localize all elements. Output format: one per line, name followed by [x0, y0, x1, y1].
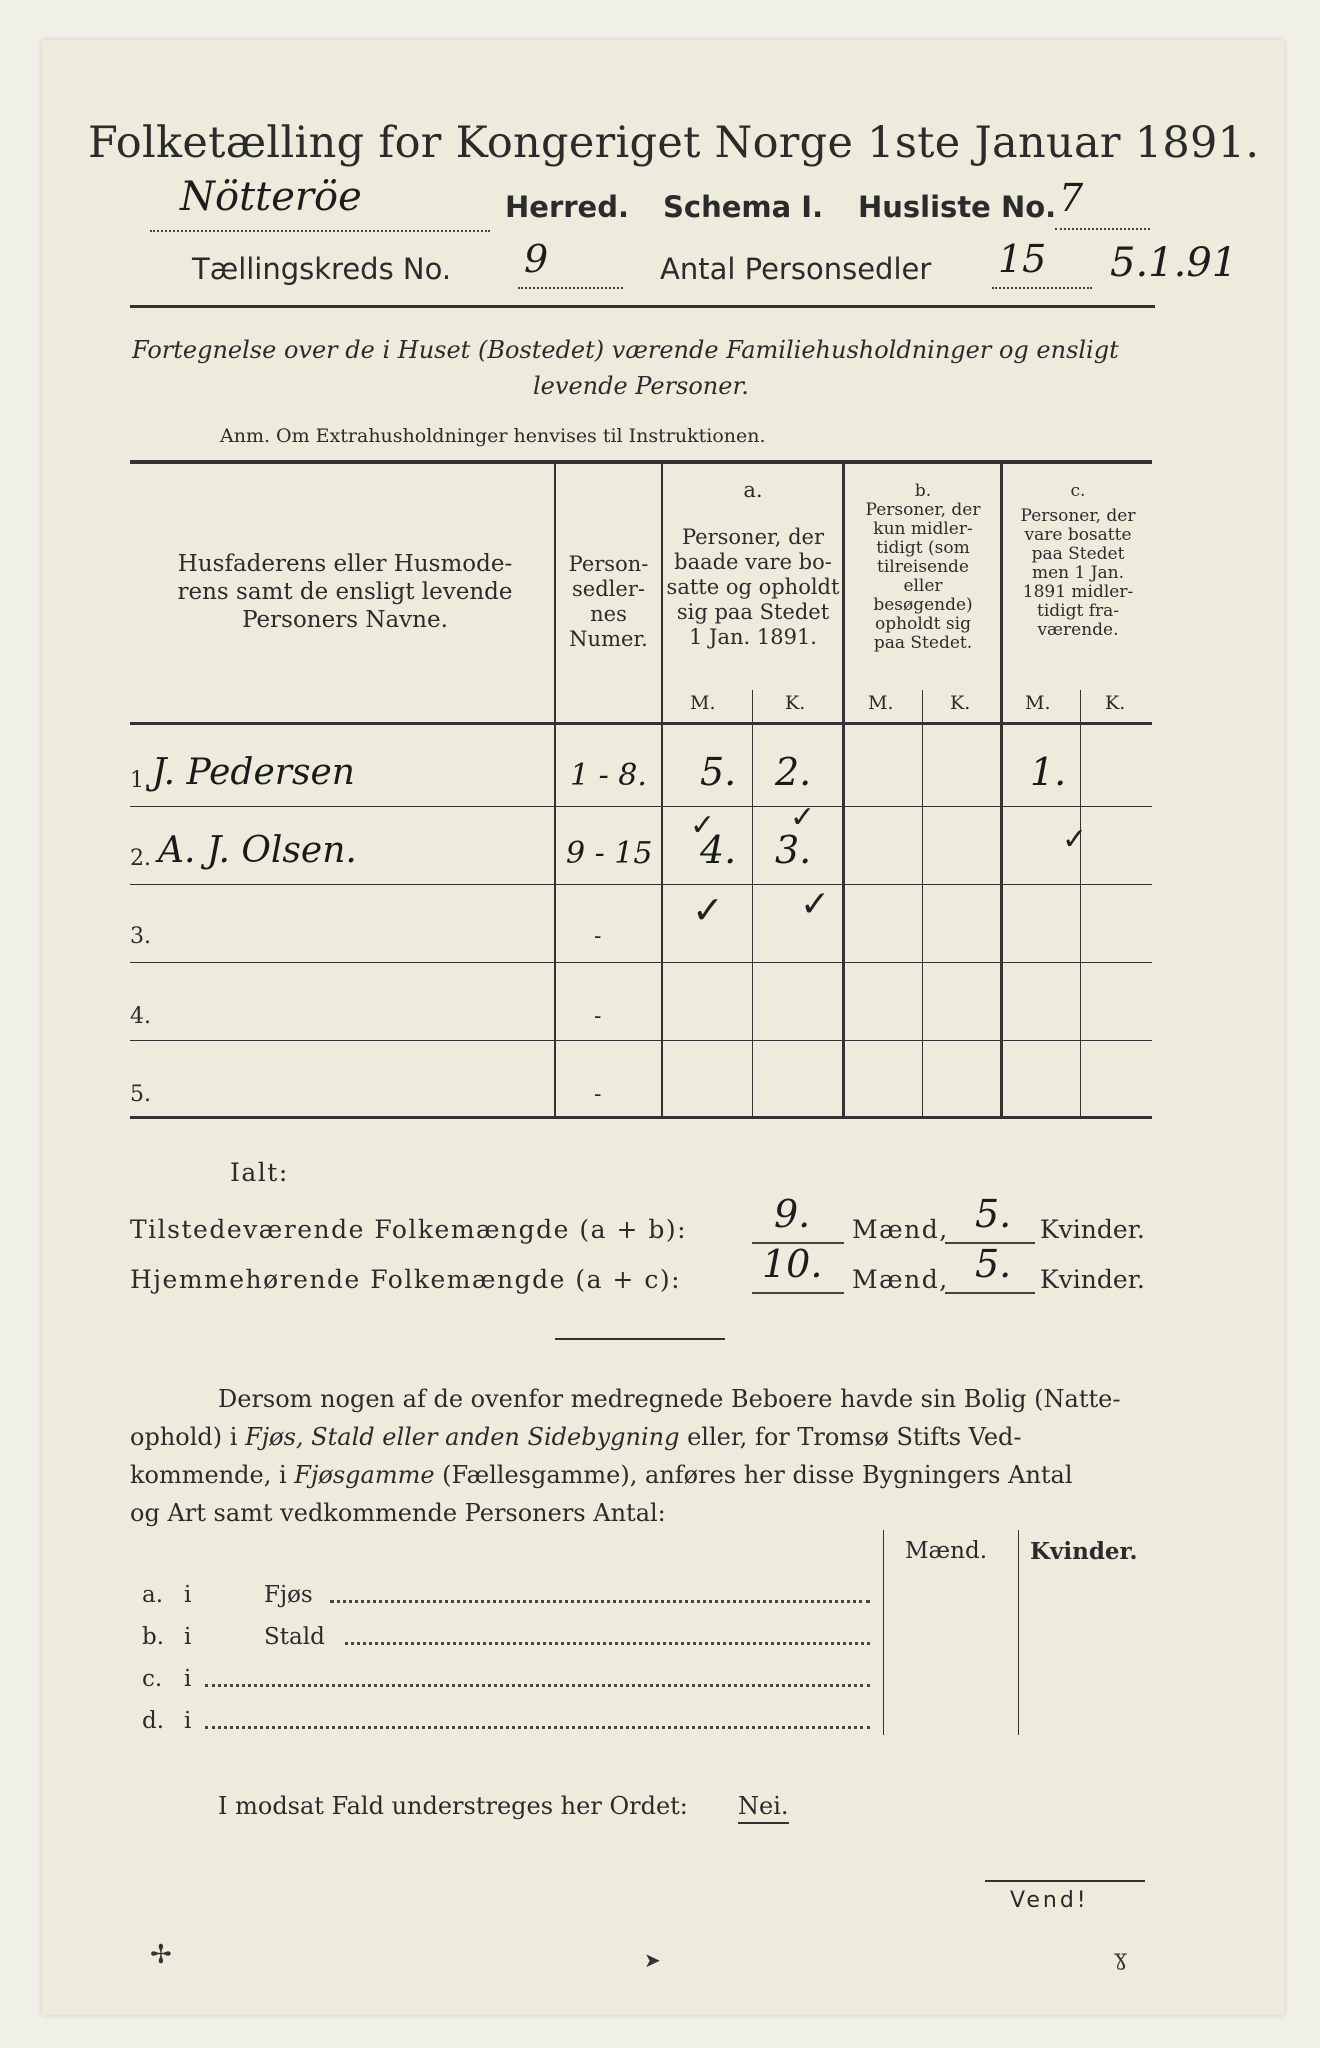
header-text: vare bosatte — [1024, 525, 1132, 545]
husliste-label: Husliste No. — [858, 190, 1057, 224]
margin-mark: ɣ — [1114, 1946, 1128, 1971]
row-number: 3. — [130, 924, 151, 949]
header-text: eller — [903, 576, 943, 596]
header-text: besøgende) — [873, 595, 973, 615]
dotted-leader — [330, 1600, 870, 1603]
building-label: Fjøs — [264, 1582, 313, 1608]
row-number: 5. — [130, 1082, 151, 1107]
header-num-col — [556, 552, 661, 652]
row-a-m: 5. — [700, 750, 737, 794]
date-note: 5.1.91 — [1110, 240, 1238, 286]
row-rule — [130, 1040, 1152, 1041]
header-text: 1 Jan. 1891. — [689, 625, 817, 649]
dotted-leader — [205, 1726, 870, 1729]
dotted-leader — [205, 1684, 870, 1687]
antal-value: 15 — [998, 237, 1047, 281]
row-num: 1 - 8. — [570, 758, 647, 793]
kreds-field — [518, 237, 623, 289]
buildings-col-divider — [1018, 1530, 1019, 1735]
row-rule — [130, 806, 1152, 807]
header-text: tidigt fra- — [1036, 601, 1119, 621]
kvinder-label: Kvinder. — [1040, 1265, 1145, 1294]
header-letter: b. — [914, 481, 932, 501]
sub-k-b: K. — [950, 692, 971, 714]
paragraph-text: (Fællesgamme), anføres her disse Bygningers Antal — [434, 1461, 1073, 1489]
kvinder-label: Kvinder. — [1040, 1215, 1145, 1244]
table-top-rule — [130, 460, 1152, 464]
building-letter: b. — [142, 1624, 165, 1650]
header-text: Numer. — [569, 627, 648, 651]
col-divider — [922, 690, 923, 1116]
sub-k-c: K. — [1105, 692, 1126, 714]
total-present-label: Tilstedeværende Folkemængde (a + b): — [130, 1215, 688, 1244]
total-present-k-field — [945, 1192, 1035, 1244]
divider — [130, 305, 1155, 308]
dotted-leader — [345, 1642, 870, 1645]
buildings-col-divider — [883, 1530, 884, 1735]
row-number: 2. — [130, 846, 151, 871]
header-letter: a. — [743, 478, 763, 502]
header-text: Personer, der — [865, 500, 981, 520]
header-text: Husfaderens eller Husmode- — [177, 551, 513, 577]
total-present-m-field — [752, 1192, 844, 1244]
header-text: baade vare bo- — [674, 550, 832, 574]
kreds-value: 9 — [524, 237, 549, 281]
antal-field — [992, 237, 1092, 289]
building-i: i — [184, 1624, 192, 1650]
sub-m-b: M. — [868, 692, 894, 714]
herred-value: Nötteröe — [180, 174, 362, 220]
row-rule — [130, 962, 1152, 963]
header-text: nes — [590, 602, 627, 626]
header-text: Personers Navne. — [242, 607, 448, 633]
col-divider — [1080, 690, 1081, 1116]
header-text: men 1 Jan. — [1031, 563, 1125, 583]
anm-note: Anm. Om Extrahusholdninger henvises til Instruktionen. — [220, 425, 766, 447]
header-letter: c. — [1070, 481, 1086, 501]
check-mark: ✓ — [1062, 822, 1088, 857]
paragraph-line — [130, 1418, 1150, 1456]
total-resident-k: 5. — [975, 1242, 1012, 1286]
building-letter: c. — [142, 1666, 163, 1692]
total-resident-label: Hjemmehørende Folkemængde (a + c): — [130, 1265, 681, 1294]
buildings-kvinder-header: Kvinder. — [1030, 1538, 1138, 1565]
paragraph-text: eller, for Tromsø Stifts Ved- — [679, 1423, 1022, 1451]
row-name: A. J. Olsen. — [158, 830, 357, 871]
header-text: paa Stedet. — [873, 633, 973, 653]
header-name-col — [140, 550, 550, 634]
row-a-k: 2. — [775, 750, 812, 794]
building-i: i — [184, 1582, 192, 1608]
husliste-field — [1055, 176, 1150, 230]
total-resident-k-field — [945, 1242, 1035, 1294]
total-present-k: 5. — [975, 1192, 1012, 1236]
buildings-maend-header: Mænd. — [905, 1538, 988, 1564]
paragraph-line: og Art samt vedkommende Personers Antal: — [130, 1499, 666, 1527]
header-text: tidigt (som — [876, 538, 970, 558]
building-label: Stald — [264, 1624, 325, 1650]
header-col-b — [845, 482, 1001, 653]
table-bottom-rule — [130, 1116, 1152, 1119]
herred-field — [150, 174, 490, 232]
header-text: 1891 midler- — [1022, 582, 1134, 602]
total-resident-m-field — [752, 1242, 844, 1294]
row-name: J. Pedersen — [152, 752, 355, 793]
paragraph-text-italic: Fjøs, Stald eller anden Sidebygning — [245, 1423, 680, 1451]
paragraph-line — [130, 1456, 1150, 1494]
sub-m-c: M. — [1025, 692, 1051, 714]
row-c-m: 1. — [1030, 750, 1067, 794]
check-mark: ✓ — [690, 808, 716, 843]
row-num: - — [594, 924, 602, 949]
header-text: satte og opholdt — [666, 575, 840, 599]
check-mark: ✓ — [692, 888, 724, 932]
check-mark: ✓ — [800, 884, 831, 925]
herred-label: Herred. — [505, 190, 629, 224]
building-i: i — [184, 1708, 192, 1734]
building-letter: d. — [142, 1708, 165, 1734]
header-text: Person- — [568, 552, 649, 576]
margin-mark: ✢ — [150, 1940, 172, 1970]
modsat-text: I modsat Fald understreges her Ordet: — [218, 1792, 688, 1820]
vend-rule — [985, 1880, 1145, 1882]
header-col-c — [1003, 482, 1153, 640]
col-divider — [752, 690, 753, 1116]
total-present-m: 9. — [774, 1192, 811, 1236]
sub-k-a: K. — [785, 692, 806, 714]
row-num: - — [594, 1082, 602, 1107]
maend-label: Mænd, — [852, 1215, 949, 1244]
table-header-rule — [130, 722, 1152, 725]
kreds-label: Tællingskreds No. — [192, 252, 452, 286]
building-letter: a. — [142, 1582, 164, 1608]
vend-text: Vend! — [1010, 1888, 1089, 1913]
intro-line-1: Fortegnelse over de i Huset (Bostedet) værende Familiehusholdninger og ensligt — [132, 336, 1119, 364]
short-divider — [555, 1338, 725, 1340]
header-col-a — [663, 478, 843, 650]
header-text: rens samt de ensligt levende — [177, 579, 513, 605]
header-text: paa Stedet — [1031, 544, 1125, 564]
row-num: - — [594, 1004, 602, 1029]
schema-label: Schema I. — [663, 190, 824, 224]
header-text: værende. — [1037, 620, 1119, 640]
building-paragraph — [130, 1380, 1150, 1532]
form-title: Folketælling for Kongeriget Norge 1ste Januar 1891. — [88, 118, 1260, 168]
header-text: sig paa Stedet — [676, 600, 830, 624]
paragraph-line: Dersom nogen af de ovenfor medregnede Beboere havde sin Bolig (Natte- — [218, 1385, 1121, 1413]
header-text: Personer, der — [681, 525, 825, 549]
header-text: tilreisende — [876, 557, 969, 577]
check-mark: ✓ — [790, 800, 816, 835]
paragraph-text: ophold) i — [130, 1423, 246, 1451]
row-a-k: 3. — [775, 828, 812, 872]
sub-m-a: M. — [690, 692, 716, 714]
antal-label: Antal Personsedler — [660, 252, 932, 286]
ialt-label: Ialt: — [230, 1158, 289, 1187]
row-rule — [130, 884, 1152, 885]
row-num: 9 - 15 — [566, 836, 653, 871]
maend-label: Mænd, — [852, 1265, 949, 1294]
header-text: sedler- — [572, 577, 645, 601]
intro-line-2: levende Personer. — [533, 372, 749, 400]
header-text: opholdt sig — [875, 614, 971, 634]
row-number: 1. — [130, 768, 151, 793]
header-text: Personer, der — [1020, 506, 1136, 526]
total-resident-m: 10. — [762, 1242, 823, 1286]
margin-mark: ➤ — [644, 1948, 661, 1972]
building-i: i — [184, 1666, 192, 1692]
nei-word: Nei. — [738, 1792, 789, 1824]
husliste-value: 7 — [1059, 176, 1084, 220]
paragraph-text-italic: Fjøsgamme — [294, 1461, 435, 1489]
header-text: kun midler- — [873, 519, 973, 539]
row-a-m: 4. — [700, 828, 737, 872]
row-number: 4. — [130, 1004, 151, 1029]
paragraph-text: kommende, i — [130, 1461, 295, 1489]
